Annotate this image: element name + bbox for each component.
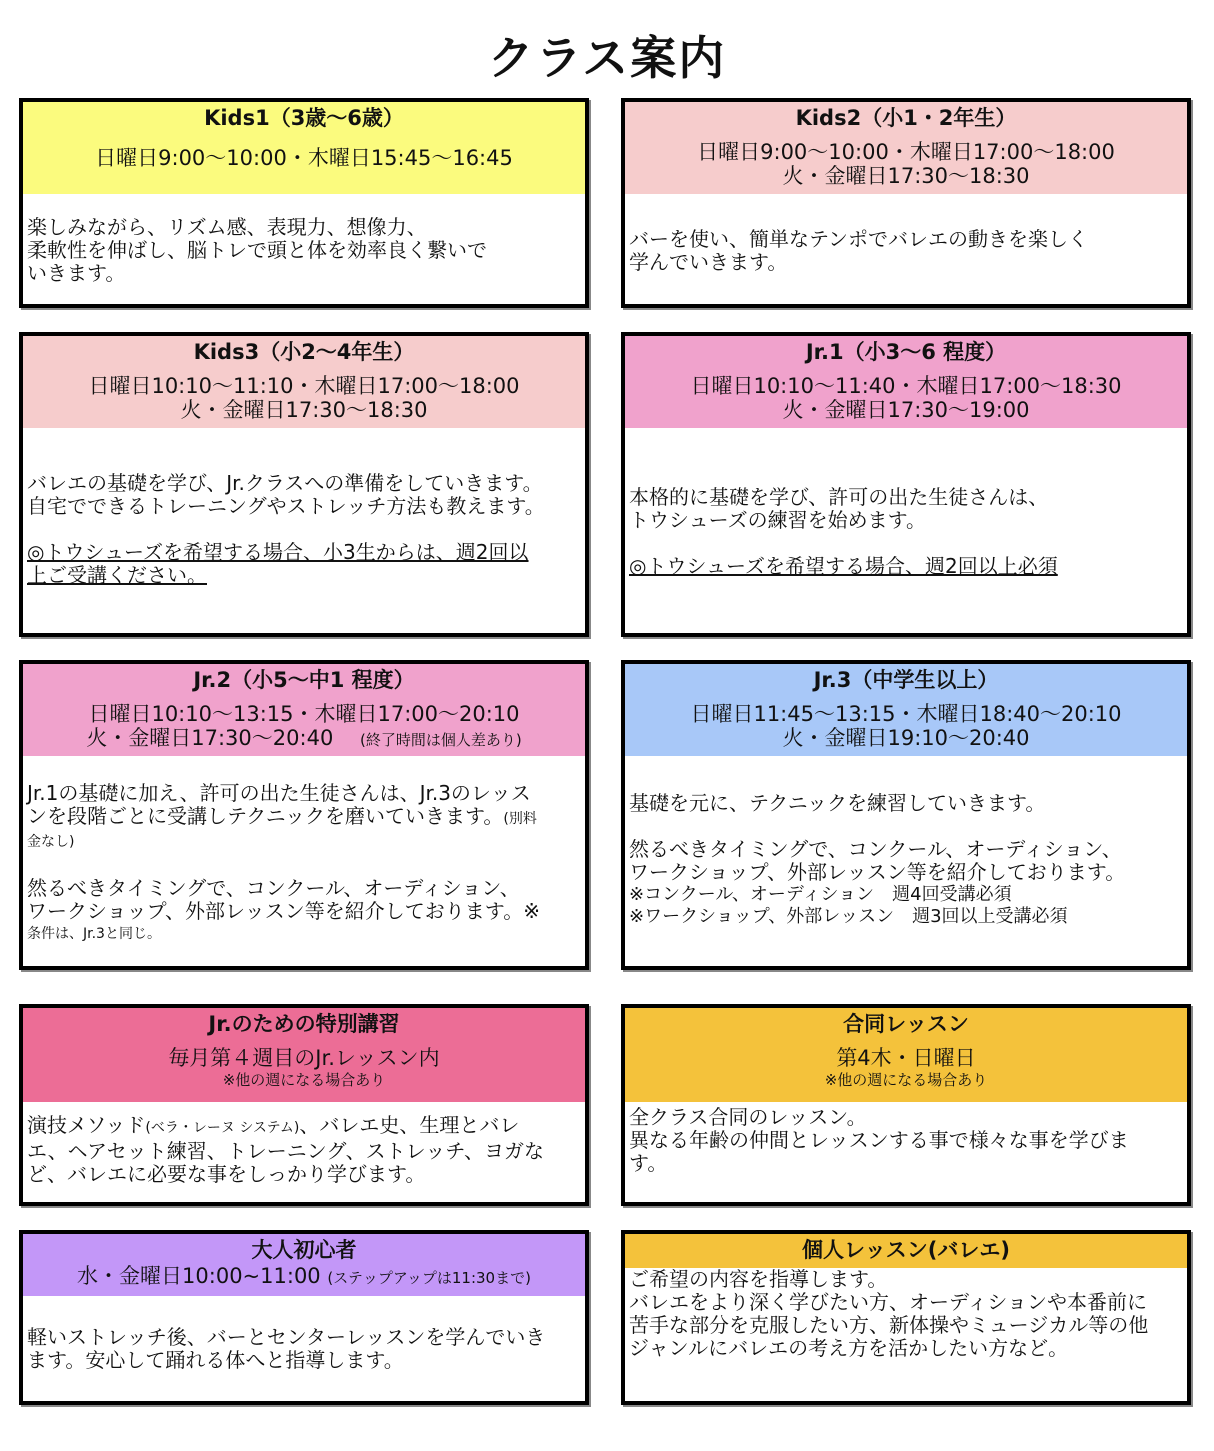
description-line: ご希望の内容を指導します。 [629,1267,888,1291]
class-name: Kids3（小2〜4年生） [193,340,415,364]
description-line: 学んでいきます。 [629,250,788,274]
description-text: ンを段階ごとに受講しテクニックを磨いていきます。 [27,804,504,828]
class-description [625,194,1187,274]
class-name: Jr.3（中学生以上） [813,668,999,692]
description-line: 苦手な部分を克服したい方、新体操やミュージカル等の他 [629,1313,1149,1337]
description-line [27,805,581,831]
class-schedule: 日曜日9:00〜10:00・木曜日17:00〜18:00 [697,140,1115,164]
class-description [625,756,1187,928]
card-header [23,1008,585,1102]
class-schedule: 毎月第４週目のJr.レッスン内 [168,1046,440,1070]
description-line: 軽いストレッチ後、バーとセンターレッスンを学んでいき [27,1325,546,1349]
description-line: ジャンルにバレエの考え方を活かしたい方など。 [629,1336,1069,1360]
schedule-note: (ステップアップは11:30まで) [327,1269,531,1287]
class-name: Kids2（小1・2年生） [795,106,1017,130]
description-line: 異なる年齢の仲間とレッスンする事で様々な事を学びま [629,1128,1129,1152]
class-description [23,756,585,946]
description-text: 演技メソッド [27,1113,146,1137]
card-header [625,1008,1187,1102]
description-line: 自宅でできるトレーニングやストレッチ方法も教えます。 [27,494,545,518]
class-name: 合同レッスン [843,1012,969,1036]
class-schedule: 第4木・日曜日 [836,1046,976,1070]
card-header [23,664,585,756]
schedule-note: ※他の週になる場合あり [222,1071,386,1089]
card-header [23,1234,585,1296]
card-header [23,336,585,428]
description-line: 全クラス合同のレッスン。 [629,1105,867,1129]
class-card-joint [621,1004,1191,1206]
class-schedule: 火・金曜日17:30〜19:00 [782,398,1030,422]
description-line: 柔軟性を伸ばし、脳トレで頭と体を効率良く繋いで [27,238,487,262]
class-schedule: 日曜日10:10〜13:15・木曜日17:00〜20:10 [88,702,520,726]
description-small: (ベラ・レーヌ システム) [145,1120,300,1136]
class-schedule: 日曜日10:10〜11:10・木曜日17:00〜18:00 [88,374,520,398]
description-text: 、バレエ史、生理とバレ [299,1113,520,1137]
description-line: 然るべきタイミングで、コンクール、オーディション、 [27,876,520,900]
class-schedule: 日曜日10:10〜11:40・木曜日17:00〜18:30 [690,374,1122,398]
class-card-jr2 [19,660,589,970]
description-line: 基礎を元に、テクニックを練習していきます。 [629,791,1046,815]
class-card-jr3 [621,660,1191,970]
description-small: 条件は、Jr.3と同じ。 [27,926,161,942]
page-title: クラス案内 [487,31,727,85]
class-card-adult [19,1230,589,1405]
class-description [23,1296,585,1372]
card-header [625,102,1187,194]
class-name: Jr.2（小5〜中1 程度） [193,668,415,692]
class-name: Jr.1（小3〜6 程度） [805,340,1007,364]
description-line: ワークショップ、外部レッスン等を紹介しております。※ [27,899,540,923]
class-schedule-text: 火・金曜日17:30〜20:40 [86,726,334,750]
description-line: す。 [629,1151,668,1175]
class-card-kids2 [621,98,1191,308]
description-line: エ、ヘアセット練習、トレーニング、ストレッチ、ヨガな [27,1139,544,1163]
class-schedule-text: 水・金曜日10:00~11:00 [77,1264,321,1288]
class-card-jr1 [621,332,1191,637]
card-header [23,102,585,194]
class-card-kids1 [19,98,589,308]
class-name: Jr.のための特別講習 [208,1012,400,1036]
card-header [625,336,1187,428]
description-line: バレエをより深く学びたい方、オーディションや本番前に [629,1290,1147,1314]
class-schedule: 火・金曜日17:30〜18:30 [180,398,428,422]
class-schedule: 日曜日11:45〜13:15・木曜日18:40〜20:10 [690,702,1122,726]
description-line: ど、バレエに必要な事をしっかり学びます。 [27,1162,426,1186]
description-line: 本格的に基礎を学び、許可の出た生徒さんは、 [629,485,1049,509]
class-name: Kids1（3歳〜6歳） [204,106,404,130]
class-name: 大人初心者 [251,1238,357,1262]
description-line [27,1114,581,1140]
description-line: ワークショップ、外部レッスン等を紹介しております。 [629,860,1126,884]
card-header [625,664,1187,756]
requirement-line: ※ワークショップ、外部レッスン 週3回以上受講必須 [629,906,1068,927]
class-description [23,1102,585,1186]
pointe-shoes-note: ◎トウシューズを希望する場合、小3生からは、週2回以 [27,540,529,564]
requirement-line: ※コンクール、オーディション 週4回受講必須 [629,884,1012,905]
description-line: 然るべきタイミングで、コンクール、オーディション、 [629,837,1122,861]
class-description [625,1268,1187,1360]
description-line: バレエの基礎を学び、Jr.クラスへの準備をしていきます。 [27,471,543,495]
pointe-shoes-note: 上ご受講ください。 [27,563,207,587]
description-line: 楽しみながら、リズム感、表現力、想像力、 [27,215,427,239]
card-header [625,1234,1187,1268]
class-schedule [23,726,585,752]
schedule-note: (終了時間は個人差あり) [360,731,522,749]
description-line: ます。安心して踊れる体へと指導します。 [27,1348,404,1372]
class-card-special [19,1004,589,1206]
description-small: (別料 [503,811,537,827]
class-schedule [23,1264,585,1290]
schedule-note: ※他の週になる場合あり [824,1071,988,1089]
class-card-kids3 [19,332,589,637]
class-description [625,428,1187,578]
class-name: 個人レッスン(バレエ) [802,1238,1010,1262]
description-line: バーを使い、簡単なテンポでバレエの動きを楽しく [629,227,1088,251]
class-description [23,428,585,587]
pointe-shoes-note: ◎トウシューズを希望する場合、週2回以上必須 [629,554,1058,578]
class-schedule: 日曜日9:00〜10:00・木曜日15:45〜16:45 [95,146,513,170]
description-line: Jr.1の基礎に加え、許可の出た生徒さんは、Jr.3のレッス [27,781,531,805]
class-schedule: 火・金曜日19:10〜20:40 [782,726,1030,750]
class-description [625,1102,1187,1175]
class-description [23,194,585,285]
description-line: いきます。 [27,261,126,285]
description-small: 金なし) [27,834,75,850]
class-card-private [621,1230,1191,1405]
description-line: トウシューズの練習を始めます。 [629,508,926,532]
class-schedule: 火・金曜日17:30〜18:30 [782,164,1030,188]
